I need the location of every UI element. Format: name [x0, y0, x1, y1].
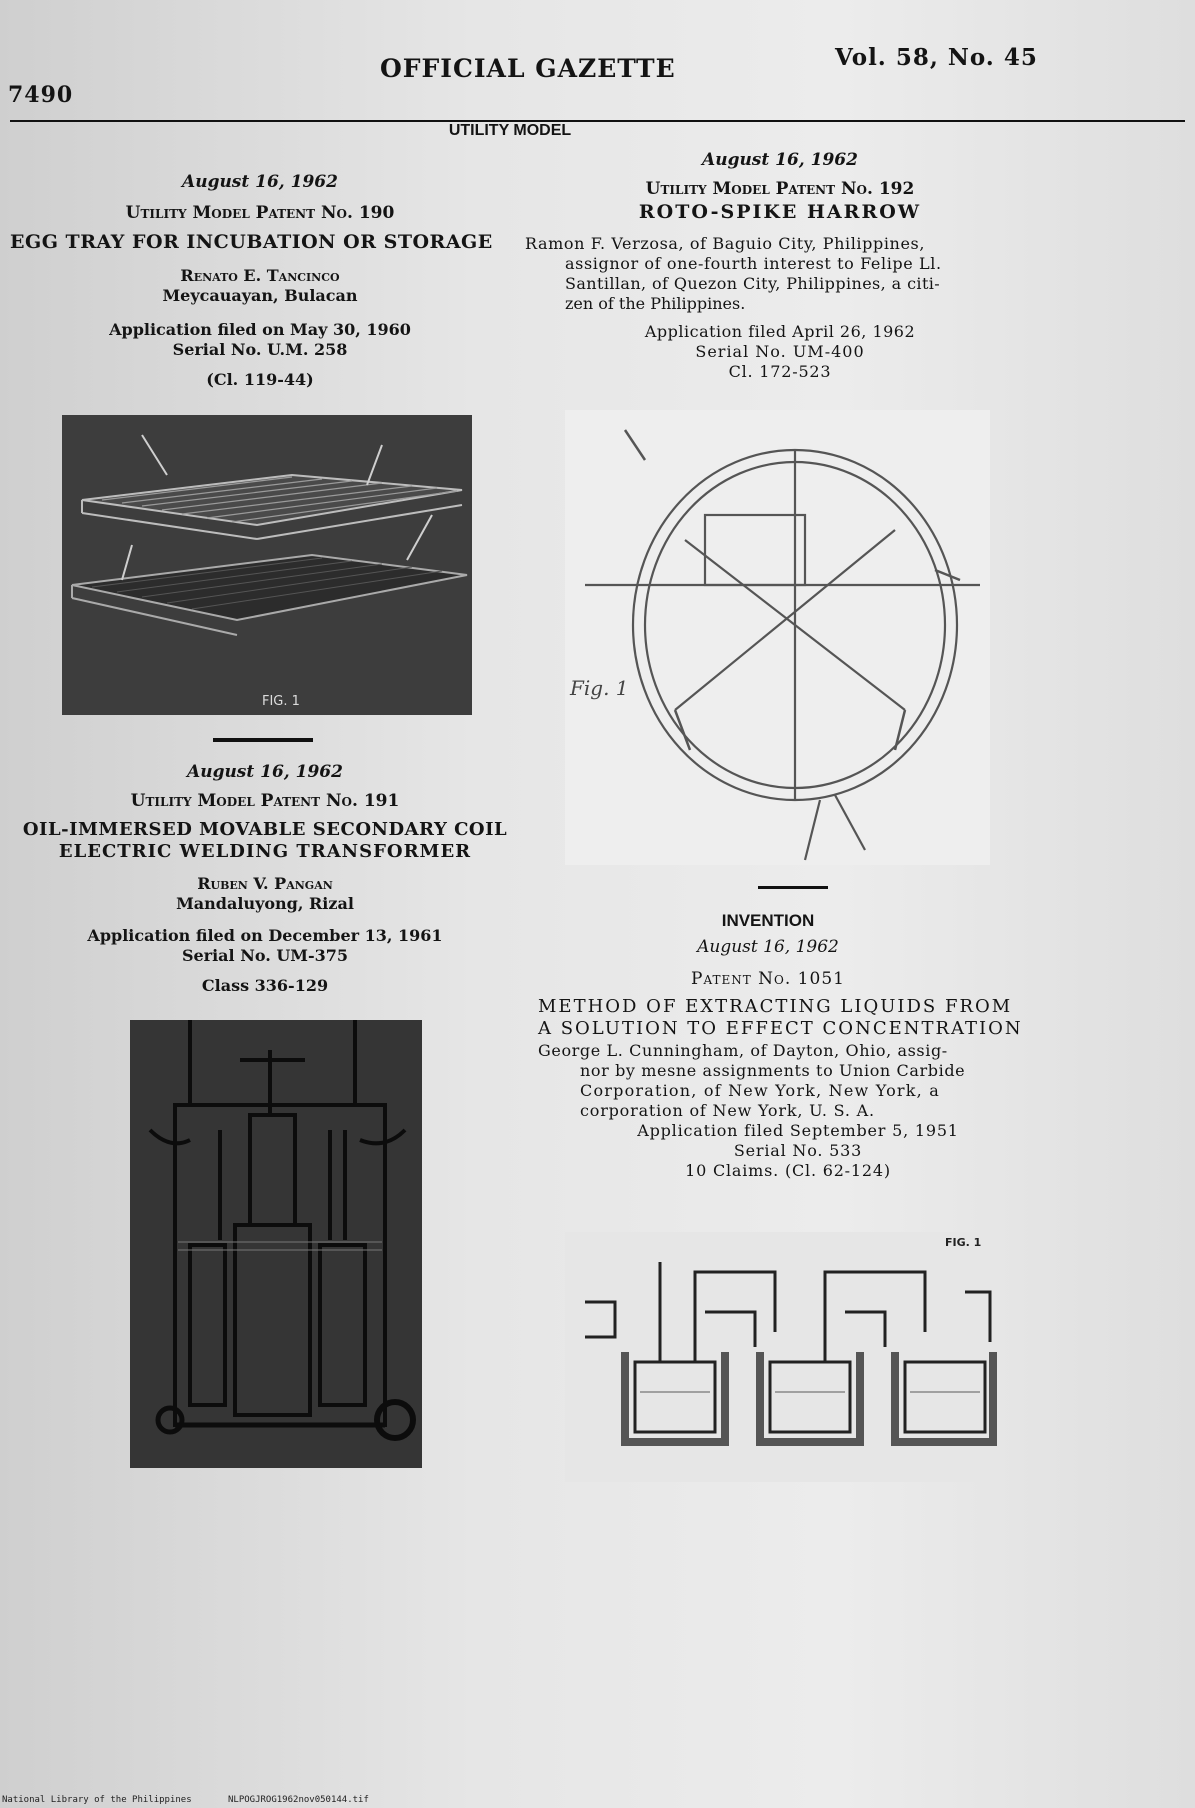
entry-192-class: Cl. 172-523	[728, 362, 832, 382]
entry-191-title-line2: ELECTRIC WELDING TRANSFORMER	[58, 841, 472, 862]
invention-section	[538, 910, 1188, 1181]
transformer-drawing	[130, 1020, 422, 1468]
footer-library: National Library of the Philippines	[2, 1795, 192, 1805]
egg-tray-figure	[62, 415, 472, 715]
egg-tray-fig-label: FIG. 1	[262, 694, 300, 709]
entry-190-title: EGG TRAY FOR INCUBATION OR STORAGE	[10, 230, 493, 253]
entry-190-location: Meycauayan, Bulacan	[162, 286, 358, 306]
invention-application: Application filed September 5, 1951	[637, 1120, 959, 1140]
egg-tray-drawing	[62, 415, 472, 715]
entry-190-class: (Cl. 119-44)	[206, 370, 314, 390]
separator-right	[758, 886, 828, 889]
transformer-figure	[130, 1020, 422, 1468]
extraction-figure	[565, 1232, 997, 1482]
entry-191-application: Application filed on December 13, 1961	[87, 925, 443, 945]
separator-left	[213, 738, 313, 742]
invention-title-line2: A SOLUTION TO EFFECT CONCENTRATION	[538, 1018, 1023, 1040]
entry-192-title: ROTO-SPIKE HARROW	[638, 200, 922, 223]
entry-191-serial: Serial No. UM-375	[181, 945, 349, 965]
entry-191-inventor: Ruben V. Pangan	[197, 873, 333, 893]
invention-body-line2: nor by mesne assignments to Union Carbide	[580, 1060, 966, 1080]
entry-191-patent: Utility Model Patent No. 191	[130, 791, 400, 812]
invention-body-line4: corporation of New York, U. S. A.	[580, 1100, 875, 1120]
entry-190	[10, 172, 510, 390]
entry-192-body-line2: assignor of one-fourth interest to Felipe Ll.	[565, 254, 942, 274]
entry-190-patent: Utility Model Patent No. 190	[125, 203, 395, 224]
invention-claims: 10 Claims. (Cl. 62-124)	[685, 1160, 891, 1180]
entry-191	[10, 762, 520, 996]
entry-192-serial: Serial No. UM-400	[695, 342, 865, 362]
extraction-drawing	[565, 1232, 997, 1482]
invention-patent: Patent No. 1051	[691, 968, 845, 989]
footer-file: NLPOGJROG1962nov050144.tif	[228, 1795, 369, 1805]
volume-number: Vol. 58, No. 45	[835, 44, 1038, 71]
entry-192-body-line3: Santillan, of Quezon City, Philippines, a citi-	[565, 274, 941, 294]
invention-title-line1: METHOD OF EXTRACTING LIQUIDS FROM	[538, 995, 1013, 1017]
section-title: UTILITY MODEL	[448, 122, 572, 139]
entry-191-title-line1: OIL-IMMERSED MOVABLE SECONDARY COIL	[22, 818, 508, 840]
invention-heading: INVENTION	[721, 911, 815, 930]
entry-192-application: Application filed April 26, 1962	[644, 322, 916, 342]
entry-191-date: August 16, 1962	[187, 762, 343, 782]
invention-body-line1: George L. Cunningham, of Dayton, Ohio, assig-	[538, 1040, 948, 1060]
harrow-drawing	[565, 410, 990, 865]
harrow-figure	[565, 410, 990, 865]
invention-body-line3: Corporation, of New York, New York, a	[580, 1080, 940, 1100]
entry-190-inventor: Renato E. Tancinco	[180, 266, 340, 286]
page-number: 7490	[8, 82, 74, 108]
entry-190-serial: Serial No. U.M. 258	[172, 340, 348, 360]
entry-192-date: August 16, 1962	[702, 150, 858, 170]
entry-192	[525, 150, 1185, 382]
entry-192-body-line4: zen of the Philippines.	[565, 294, 746, 314]
publication-title: OFFICIAL GAZETTE	[380, 54, 676, 83]
entry-190-date: August 16, 1962	[182, 172, 338, 192]
entry-191-class: Class 336-129	[201, 975, 329, 995]
harrow-fig-label: Fig. 1	[570, 676, 629, 700]
invention-serial: Serial No. 533	[733, 1140, 863, 1160]
entry-191-location: Mandaluyong, Rizal	[176, 893, 354, 913]
entry-192-body-line1: Ramon F. Verzosa, of Baguio City, Philippines,	[525, 234, 926, 254]
invention-date: August 16, 1962	[697, 937, 839, 958]
entry-192-patent: Utility Model Patent No. 192	[645, 179, 915, 200]
extraction-fig-label: FIG. 1	[945, 1236, 982, 1249]
entry-190-application: Application filed on May 30, 1960	[109, 320, 411, 340]
